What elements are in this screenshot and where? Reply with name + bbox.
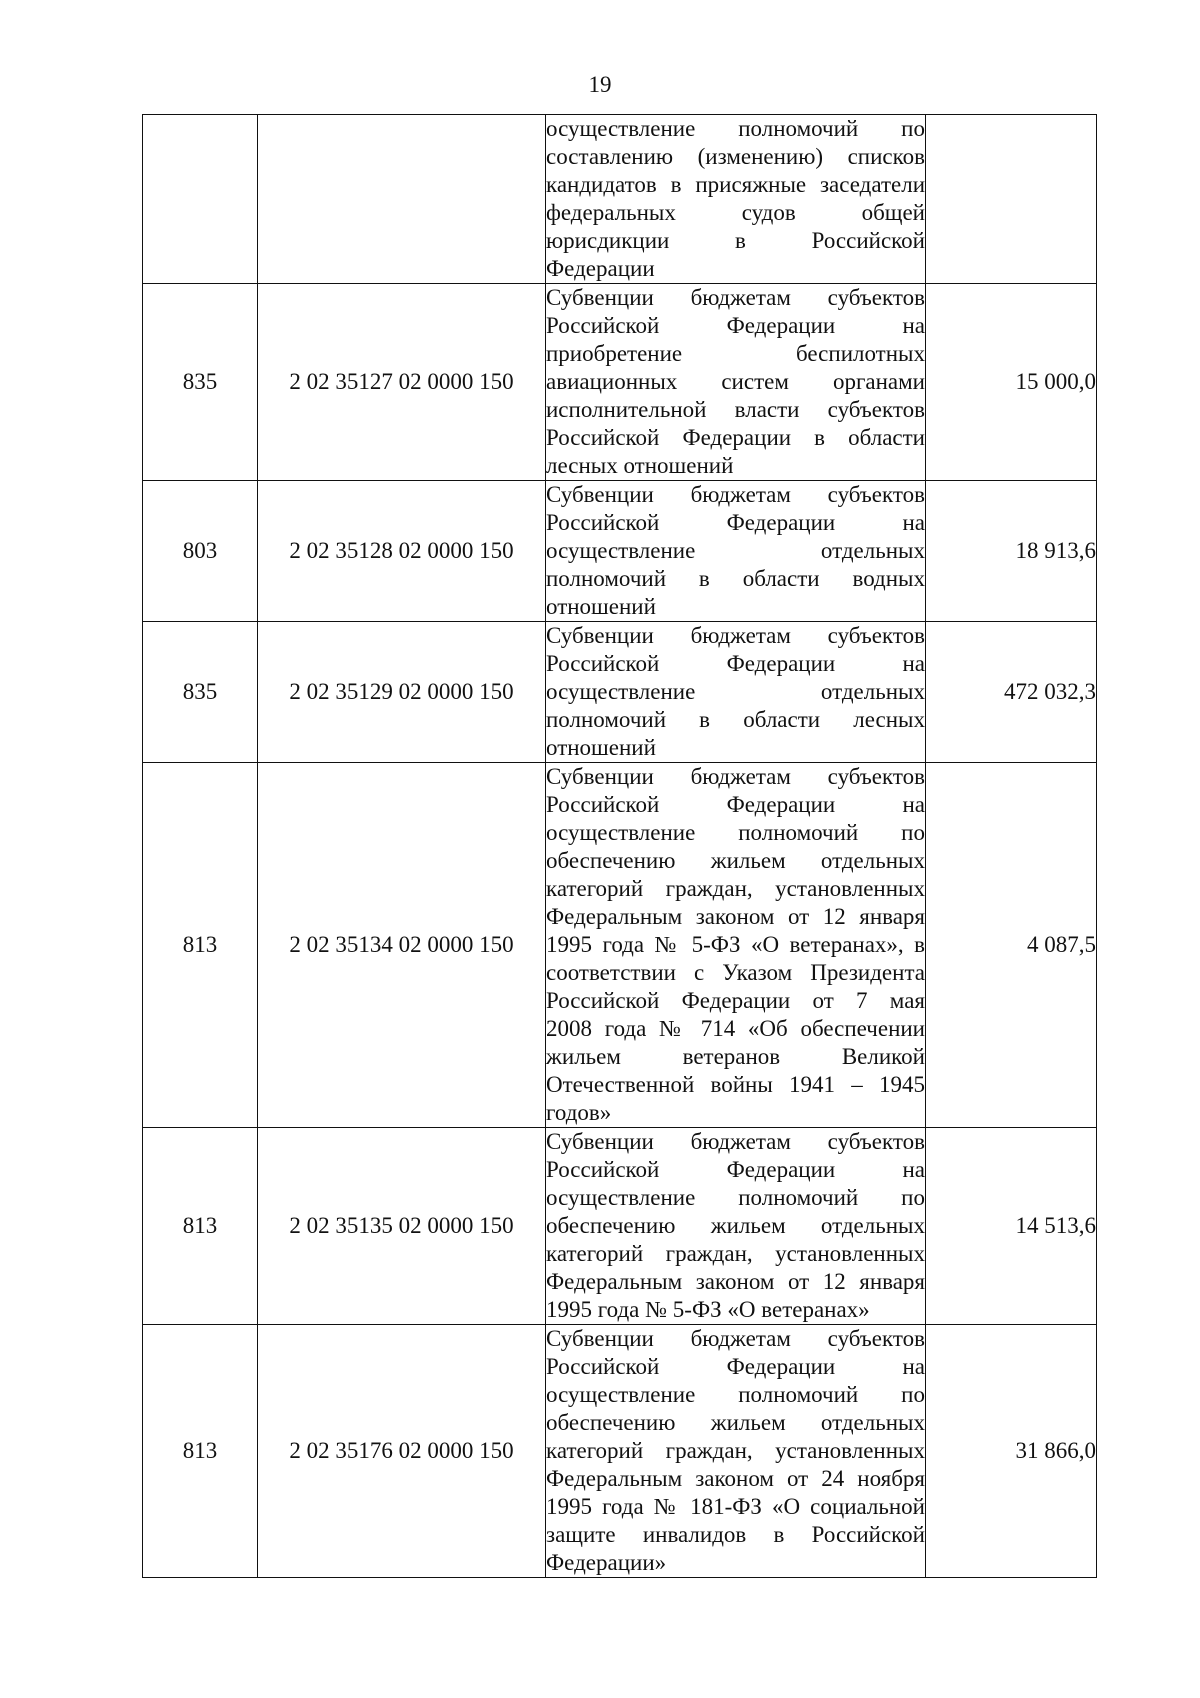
description-line: Субвенции бюджетам субъектов: [546, 623, 925, 648]
amount-cell: 31 866,0: [926, 1325, 1097, 1578]
description-cell: [546, 115, 926, 284]
page-number: 19: [588, 72, 612, 97]
budget-classification-code-cell: 2 02 35134 02 0000 150: [258, 763, 546, 1128]
table-row: [143, 1128, 1097, 1325]
description-line: 1995 года № 181-ФЗ «О социальной: [546, 1494, 925, 1519]
description-line: осуществление полномочий по: [546, 820, 925, 845]
description-line: федеральных судов общей: [546, 200, 925, 225]
description-line: жильем ветеранов Великой: [546, 1044, 925, 1069]
description-line: Субвенции бюджетам субъектов: [546, 285, 925, 310]
budget-classification-code-cell: 2 02 35128 02 0000 150: [258, 481, 546, 622]
table-row: [143, 284, 1097, 481]
description-cell: [546, 763, 926, 1128]
description-line: Федеральным законом от 12 января: [546, 1269, 925, 1294]
description-line: 1995 года № 5-ФЗ «О ветеранах», в: [546, 932, 925, 957]
description-line: отношений: [546, 735, 656, 760]
amount-cell: 15 000,0: [926, 284, 1097, 481]
description-line: составлению (изменению) списков: [546, 144, 925, 169]
description-line: годов»: [546, 1100, 612, 1125]
description-line: Федерации: [546, 256, 655, 281]
admin-code-cell: 803: [143, 481, 258, 622]
description-line: обеспечению жильем отдельных: [546, 848, 925, 873]
description-line: Отечественной войны 1941 – 1945: [546, 1072, 925, 1097]
description-cell: [546, 622, 926, 763]
description-line: Российской Федерации на: [546, 313, 925, 338]
description-line: категорий граждан, установленных: [546, 876, 925, 901]
description-line: Российской Федерации на: [546, 1354, 925, 1379]
description-line: отношений: [546, 594, 656, 619]
description-line: Российской Федерации на: [546, 1157, 925, 1182]
admin-code-cell: 813: [143, 1128, 258, 1325]
budget-classification-code-cell: 2 02 35176 02 0000 150: [258, 1325, 546, 1578]
description-cell: [546, 284, 926, 481]
description-cell: [546, 1325, 926, 1578]
description-line: обеспечению жильем отдельных: [546, 1410, 925, 1435]
description-line: Субвенции бюджетам субъектов: [546, 482, 925, 507]
description-line: авиационных систем органами: [546, 369, 925, 394]
table-row: [143, 115, 1097, 284]
description-line: категорий граждан, установленных: [546, 1438, 925, 1463]
description-line: осуществление полномочий по: [546, 1382, 925, 1407]
description-line: полномочий в области водных: [546, 566, 925, 591]
amount-cell: 14 513,6: [926, 1128, 1097, 1325]
description-line: Федеральным законом от 24 ноября: [546, 1466, 925, 1491]
description-line: кандидатов в присяжные заседатели: [546, 172, 925, 197]
admin-code-cell: 835: [143, 284, 258, 481]
description-line: Российской Федерации в области: [546, 425, 925, 450]
description-line: защите инвалидов в Российской: [546, 1522, 925, 1547]
description-line: осуществление отдельных: [546, 538, 925, 563]
description-line: обеспечению жильем отдельных: [546, 1213, 925, 1238]
description-line: соответствии с Указом Президента: [546, 960, 925, 985]
description-line: полномочий в области лесных: [546, 707, 925, 732]
description-line: Российской Федерации на: [546, 651, 925, 676]
description-line: Российской Федерации на: [546, 792, 925, 817]
amount-cell: 18 913,6: [926, 481, 1097, 622]
admin-code-cell: 835: [143, 622, 258, 763]
description-cell: [546, 1128, 926, 1325]
description-line: Субвенции бюджетам субъектов: [546, 1129, 925, 1154]
admin-code-cell: 813: [143, 763, 258, 1128]
description-line: Субвенции бюджетам субъектов: [546, 764, 925, 789]
table-row: [143, 481, 1097, 622]
description-line: осуществление полномочий по: [546, 116, 925, 141]
budget-classification-code-cell: 2 02 35127 02 0000 150: [258, 284, 546, 481]
description-line: осуществление отдельных: [546, 679, 925, 704]
description-line: Российской Федерации на: [546, 510, 925, 535]
description-line: Субвенции бюджетам субъектов: [546, 1326, 925, 1351]
admin-code-cell: 813: [143, 1325, 258, 1578]
table-row: [143, 622, 1097, 763]
description-line: Федеральным законом от 12 января: [546, 904, 925, 929]
budget-classification-code-cell: 2 02 35135 02 0000 150: [258, 1128, 546, 1325]
description-line: юрисдикции в Российской: [546, 228, 925, 253]
amount-cell: 472 032,3: [926, 622, 1097, 763]
description-line: 2008 года № 714 «Об обеспечении: [546, 1016, 925, 1041]
description-line: исполнительной власти субъектов: [546, 397, 925, 422]
description-line: 1995 года № 5-ФЗ «О ветеранах»: [546, 1297, 870, 1322]
budget-classification-code-cell: 2 02 35129 02 0000 150: [258, 622, 546, 763]
description-line: Федерации»: [546, 1550, 667, 1575]
description-line: Российской Федерации от 7 мая: [546, 988, 925, 1013]
description-line: осуществление полномочий по: [546, 1185, 925, 1210]
table-row: [143, 1325, 1097, 1578]
table-body: [143, 115, 1097, 1578]
budget-classification-code-cell: [258, 115, 546, 284]
amount-cell: 4 087,5: [926, 763, 1097, 1128]
description-line: приобретение беспилотных: [546, 341, 925, 366]
budget-table: [142, 114, 1097, 1578]
amount-cell: [926, 115, 1097, 284]
table-row: [143, 763, 1097, 1128]
description-line: лесных отношений: [546, 453, 734, 478]
description-line: категорий граждан, установленных: [546, 1241, 925, 1266]
admin-code-cell: [143, 115, 258, 284]
description-cell: [546, 481, 926, 622]
